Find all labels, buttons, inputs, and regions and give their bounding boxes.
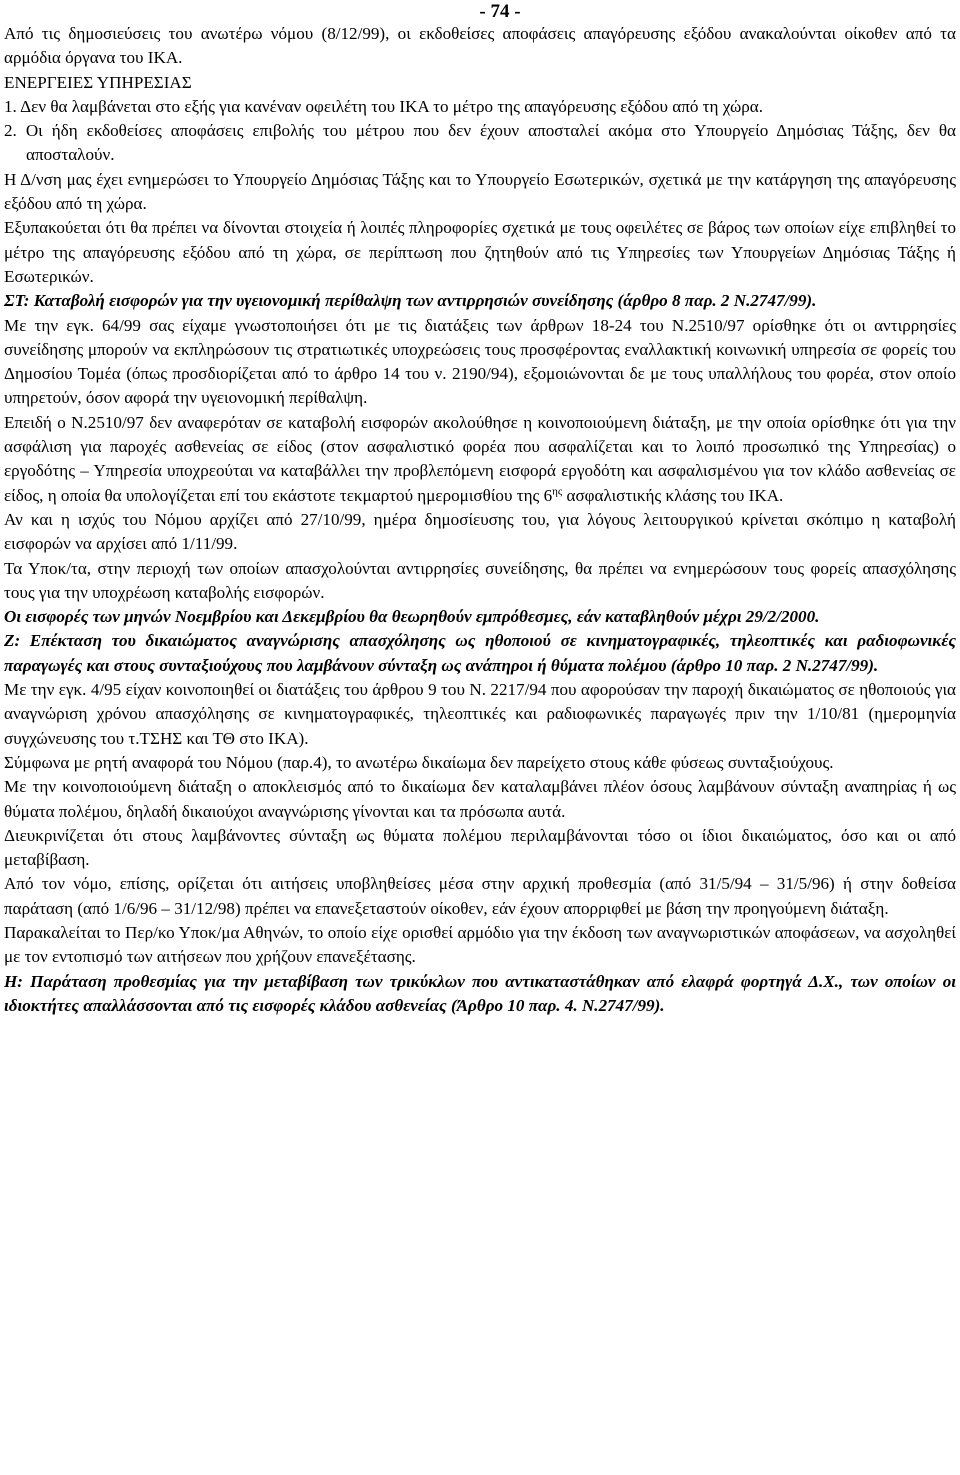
paragraph-st-2-main: Επειδή ο Ν.2510/97 δεν αναφερόταν σε καταβολή εισφορών ακολούθησε η κοινοποιούμενη διάταξη, με την οποία ορίσθηκε ότι για την ασφάλιση για παροχές ασθενείας σε είδος (στον ασφαλιστικό φορέα που ασφαλίζεται και το λοιπό προσωπικό της Υπηρεσίας) ο εργοδότης – Υπηρεσία υποχρεούται να καταβάλλει την προβλεπόμενη εισφορά εργοδότη και ασφαλισμένου για τον κλάδο ασθενείας σε είδος, η οποία θα υπολογίζεται επί του εκάστοτε τεκμαρτού ημερομισθίου της 6 xyxy=(4,412,956,505)
list-number: 2. xyxy=(4,121,17,141)
section-title: ΕΝΕΡΓΕΙΕΣ ΥΠΗΡΕΣΙΑΣ xyxy=(4,72,192,92)
list-number: 1. xyxy=(4,96,17,116)
paragraph-z-3: Με την κοινοποιούμενη διάταξη ο αποκλεισμός από το δικαίωμα δεν καταλαμβάνει πλέον όσους λαμβάνουν σύνταξη αναπηρίας ή ως θύματα πολέμου, δηλαδή δικαιούχοι αναγνώρισης γίνονται και τα πρόσωπα αυτά. xyxy=(4,777,956,821)
section-heading-z: Ζ: Επέκταση του δικαιώματος αναγνώρισης απασχόλησης ως ηθοποιού σε κινηματογραφικές, τηλεοπτικές και ραδιοφωνικές παραγωγές και στους συνταξιούχους που λαμβάνουν σύνταξη ως ανάπηροι ή θύματα πολέμου (άρθρο 10 παρ. 2 Ν.2747/99). xyxy=(4,631,956,675)
paragraph-z-6: Παρακαλείται το Περ/κο Υποκ/μα Αθηνών, το οποίο είχε ορισθεί αρμόδιο για την έκδοση των αναγνωριστικών αποφάσεων, να ασχοληθεί με τον εντοπισμό των αιτήσεων που χρήζουν επανεξέτασης. xyxy=(4,922,956,967)
paragraph-st-2-tail: ασφαλιστικής κλάσης του ΙΚΑ. xyxy=(566,485,784,505)
paragraph-st-3: Αν και η ισχύς του Νόμου αρχίζει από 27/10/99, ημέρα δημοσίευσης του, για λόγους λειτουργικού κρίνεται σκόπιμο η καταβολή εισφορών να αρχίσει από 1/11/99. xyxy=(4,509,956,554)
paragraph-st-5-emphasis: Οι εισφορές των μηνών Νοεμβρίου και Δεκεμβρίου θα θεωρηθούν εμπρόθεσμες, εάν καταβληθούν μέχρι 29/2/2000. xyxy=(4,607,820,627)
paragraph-exypakouetai: Εξυπακούεται ότι θα πρέπει να δίνονται στοιχεία ή λοιπές πληροφορίες σχετικά με τους οφειλέτες σε βάρος των οποίων είχε επιβληθεί το μέτρο της απαγόρευσης εξόδου από τη χώρα, σε περίπτωση που ζητηθούν από τις Υπηρεσίες των Υπουργείων Δημόσιας Τάξης ή Εσωτερικών. xyxy=(4,218,956,286)
list-text: Οι ήδη εκδοθείσες αποφάσεις επιβολής του μέτρου που δεν έχουν αποσταλεί ακόμα στο Υπουργείο Δημόσιας Τάξης, δεν θα αποσταλούν. xyxy=(25,121,957,165)
ordinal-superscript: ης xyxy=(552,484,563,497)
paragraph-dnsi: Η Δ/νση μας έχει ενημερώσει το Υπουργείο Δημόσιας Τάξης και το Υπουργείο Εσωτερικών, σχετικά με την κατάργηση της απαγόρευσης εξόδου από τη χώρα. xyxy=(4,169,956,214)
section-heading-st: ΣΤ: Καταβολή εισφορών για την υγειονομική περίθαλψη των αντιρρησιών συνείδησης (άρθρο 8 παρ. 2 Ν.2747/99). xyxy=(4,291,817,311)
section-heading-h: Η: Παράταση προθεσμίας για την μεταβίβαση των τρικύκλων που αντικαταστάθηκαν από ελαφρά φορτηγά Δ.Χ., των οποίων οι ιδιοκτήτες απαλλάσσονται από τις εισφορές κλάδου ασθενείας (Άρθρο 10 παρ. 4. Ν.2747/99). xyxy=(4,971,956,1015)
list-item-1 xyxy=(4,95,956,119)
paragraph-z-4: Διευκρινίζεται ότι στους λαμβάνοντες σύνταξη ως θύματα πολέμου περιλαμβάνονται τόσο οι ίδιοι δικαιώματος, όσο και οι από μεταβίβαση. xyxy=(4,825,956,870)
document-body xyxy=(4,22,956,1018)
paragraph-st-2 xyxy=(4,411,956,508)
paragraph-z-5: Από τον νόμο, επίσης, ορίζεται ότι αιτήσεις υποβληθείσες μέσα στην αρχική προθεσμία (από 31/5/94 – 31/5/96) ή στην δοθείσα παράταση (από 1/6/96 – 31/12/98) πρέπει να επανεξεταστούν οίκοθεν, εάν έχουν απορριφθεί με βάση την προηγούμενη διάταξη. xyxy=(4,874,956,918)
page-number: - 74 - xyxy=(479,1,521,22)
intro-paragraph: Από τις δημοσιεύσεις του ανωτέρω νόμου (8/12/99), οι εκδοθείσες αποφάσεις απαγόρευσης εξόδου ανακαλούνται οίκοθεν από τα αρμόδια όργανα του ΙΚΑ. xyxy=(4,24,956,68)
paragraph-st-4: Τα Υποκ/τα, στην περιοχή των οποίων απασχολούνται αντιρρησίες συνείδησης, θα πρέπει να ενημερώσουν τους φορείς απασχόλησης τους για την υποχρέωση καταβολής εισφορών. xyxy=(4,558,956,602)
paragraph-st-1: Με την εγκ. 64/99 σας είχαμε γνωστοποιήσει ότι με τις διατάξεις των άρθρων 18-24 του Ν.2510/97 ορίσθηκε ότι οι αντιρρησίες συνείδησης μπορούν να εκπληρώσουν τις στρατιωτικές υποχρεώσεις τους προσφέροντας εναλλακτική κοινωνική υπηρεσία σε φορείς του Δημοσίου Τομέα (όπως προσδιορίζεται από το άρθρο 14 του ν. 2190/94), εξομοιώνονται δε με τους υπαλλήλους του φορέα, στον οποίο υπηρετούν, όσον αφορά την υγειονομική περίθαλψη. xyxy=(4,315,956,408)
list-text: Δεν θα λαμβάνεται στο εξής για κανέναν οφειλέτη του ΙΚΑ το μέτρο της απαγόρευσης εξόδου από τη χώρα. xyxy=(20,96,763,116)
paragraph-z-2: Σύμφωνα με ρητή αναφορά του Νόμου (παρ.4), το ανωτέρω δικαίωμα δεν παρείχετο στους κάθε φύσεως συνταξιούχους. xyxy=(4,752,834,772)
paragraph-z-1: Με την εγκ. 4/95 είχαν κοινοποιηθεί οι διατάξεις του άρθρου 9 του Ν. 2217/94 που αφορούσαν την παροχή δικαιώματος σε ηθοποιούς για αναγνώριση χρόνου απασχόλησης σε κινηματογραφικές, τηλεοπτικές και ραδιοφωνικές παραγωγές πριν την 1/10/81 (ημερομηνία συγχώνευσης του τ.ΤΣΗΣ και ΤΘ στο ΙΚΑ). xyxy=(4,680,956,748)
list-item-2 xyxy=(4,119,956,168)
